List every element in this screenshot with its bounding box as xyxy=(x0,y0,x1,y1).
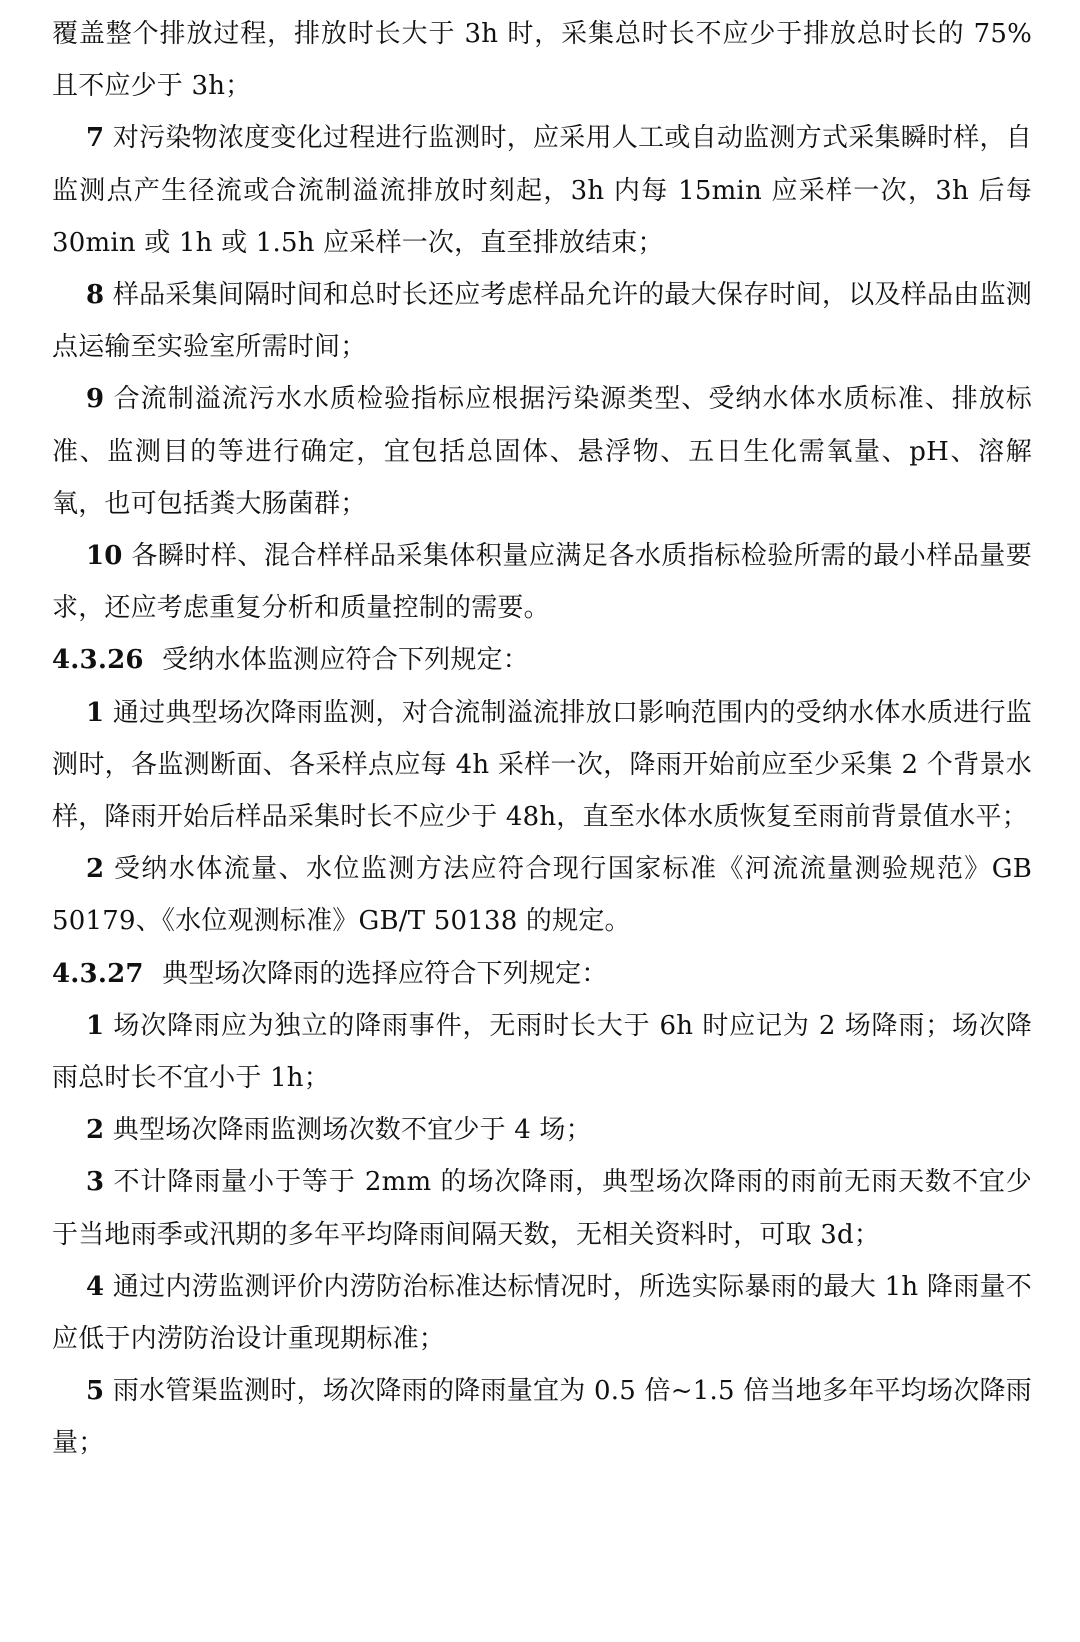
item-number: 9 xyxy=(86,384,105,415)
item-text: 各瞬时样、混合样样品采集体积量应满足各水质指标检验所需的最小样品量要求，还应考虑重复分析和质量控制的需要。 xyxy=(52,541,1032,624)
item-number: 7 xyxy=(86,123,105,154)
item-text: 雨水管渠监测时，场次降雨的降雨量宜为 0.5 倍~1.5 倍当地多年平均场次降雨量； xyxy=(52,1376,1032,1459)
item-number: 3 xyxy=(86,1167,105,1198)
list-item-10 xyxy=(52,530,1032,634)
item-text: 典型场次降雨监测场次数不宜少于 4 场； xyxy=(112,1115,592,1146)
item-text: 合流制溢流污水水质检验指标应根据污染源类型、受纳水体水质标准、排放标准、监测目的等进行确定，宜包括总固体、悬浮物、五日生化需氧量、pH、溶解氧，也可包括粪大肠菌群； xyxy=(52,384,1032,519)
document-page xyxy=(52,8,1032,1470)
item-text: 受纳水体流量、水位监测方法应符合现行国家标准《河流流量测验规范》GB 50179、《水位观测标准》GB/T 50138 的规定。 xyxy=(52,854,1032,937)
list-item-9 xyxy=(52,373,1032,530)
item-text: 通过内涝监测评价内涝防治标准达标情况时，所选实际暴雨的最大 1h 降雨量不应低于内涝防治设计重现期标准； xyxy=(52,1271,1033,1355)
clause-text: 典型场次降雨的选择应符合下列规定： xyxy=(162,958,608,989)
list-item-2 xyxy=(52,1104,1032,1156)
clause-number: 4.3.26 xyxy=(52,645,144,676)
item-number: 1 xyxy=(86,1010,105,1041)
item-text: 样品采集间隔时间和总时长还应考虑样品允许的最大保存时间，以及样品由监测点运输至实验室所需时间； xyxy=(52,280,1032,363)
item-number: 8 xyxy=(86,280,105,311)
list-item-1 xyxy=(52,1000,1032,1104)
item-text: 场次降雨应为独立的降雨事件，无雨时长大于 6h 时应记为 2 场降雨；场次降雨总时长不宜小于 1h； xyxy=(52,1010,1032,1094)
list-item-5 xyxy=(52,1365,1032,1469)
clause-text: 受纳水体监测应符合下列规定： xyxy=(162,645,529,676)
list-item-4 xyxy=(52,1261,1032,1365)
item-number: 2 xyxy=(86,854,105,885)
list-item-7 xyxy=(52,112,1032,269)
item-text: 通过典型场次降雨监测，对合流制溢流排放口影响范围内的受纳水体水质进行监测时，各监测断面、各采样点应每 4h 采样一次，降雨开始前应至少采集 2 个背景水样，降雨开始后样品采集时长不应少于 48h，直至水体水质恢复至雨前背景值水平； xyxy=(52,697,1032,833)
clause-heading-4-3-26 xyxy=(52,634,1032,686)
list-item-3 xyxy=(52,1156,1032,1260)
item-text: 对污染物浓度变化过程进行监测时，应采用人工或自动监测方式采集瞬时样，自监测点产生径流或合流制溢流排放时刻起，3h 内每 15min 应采样一次，3h 后每 30min 或 1h 或 1.5h 应采样一次，直至排放结束； xyxy=(52,123,1032,258)
item-text: 不计降雨量小于等于 2mm 的场次降雨，典型场次降雨的雨前无雨天数不宜少于当地雨季或汛期的多年平均降雨间隔天数，无相关资料时，可取 3d； xyxy=(52,1167,1032,1250)
clause-heading-4-3-27 xyxy=(52,948,1032,1000)
list-item-2 xyxy=(52,843,1032,947)
item-number: 10 xyxy=(86,541,123,572)
list-item-1 xyxy=(52,687,1032,844)
item-number: 4 xyxy=(86,1271,105,1302)
paragraph-continuation: 覆盖整个排放过程，排放时长大于 3h 时，采集总时长不应少于排放总时长的 75%且不应少于 3h； xyxy=(52,19,1032,102)
list-item-8 xyxy=(52,269,1032,373)
item-number: 2 xyxy=(86,1115,105,1146)
item-number: 1 xyxy=(86,697,105,728)
item-number: 5 xyxy=(86,1376,105,1407)
clause-number: 4.3.27 xyxy=(52,958,144,989)
